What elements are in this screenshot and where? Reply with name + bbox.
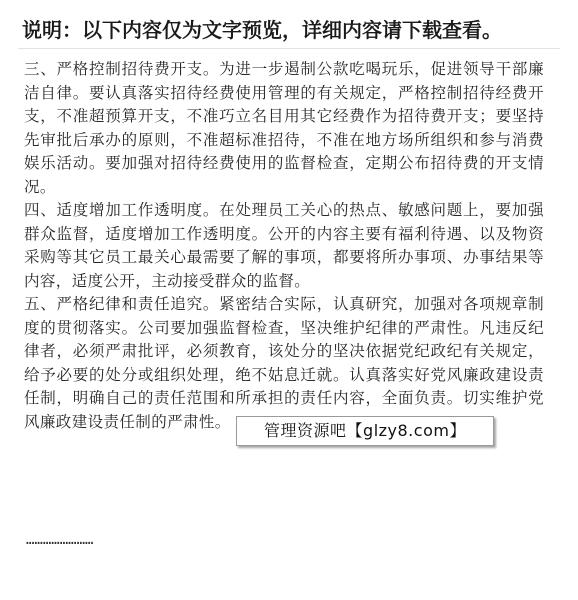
paragraph-discipline-accountability: 五、严格纪律和责任追究。紧密结合实际，认真研究，加强对各项规章制度的贯彻落实。公司要加强监督检查，坚决维护纪律的严肃性。凡违反纪律者，必须严肃批评，必须教育，该处分的坚决依据党纪政纪有关规定，给予必要的处分或组织处理，绝不姑息迁就。认真落实好党风廉政建设责任制，明确自己的责任范围和所承担的责任内容，全面负责。切实维护党风廉政建设责任制的严肃性。 bbox=[24, 295, 544, 431]
site-watermark-label: 管理资源吧【glzy8.com】 bbox=[236, 416, 494, 446]
preview-notice-title: 说明：以下内容仅为文字预览，详细内容请下载查看。 bbox=[22, 18, 502, 42]
paragraph-control-hospitality-expenses: 三、严格控制招待费开支。为进一步遏制公款吃喝玩乐，促进领导干部廉洁自律。要认真落实招待经费使用管理的有关规定，严格控制招待经费开支，不准超预算开支，不准巧立名目用其它经费作为招待费开支；要坚持先审批后承办的原则，不准超标准招待，不准在地方场所组织和参与消费娱乐活动。要加强对招待经费使用的监督检查，定期公布招待费的开支情况。 bbox=[24, 60, 544, 196]
truncation-ellipsis: …………………… bbox=[26, 532, 94, 548]
paragraph-work-transparency: 四、适度增加工作透明度。在处理员工关心的热点、敏感问题上，要加强群众监督，适度增加工作透明度。公开的内容主要有福利待遇、以及物资采购等其它员工最关心最需要了解的事项，都要将所办事项、办事结果等内容，适度公开，主动接受群众的监督。 bbox=[24, 201, 544, 290]
document-body bbox=[24, 58, 544, 434]
header-divider bbox=[18, 48, 560, 49]
